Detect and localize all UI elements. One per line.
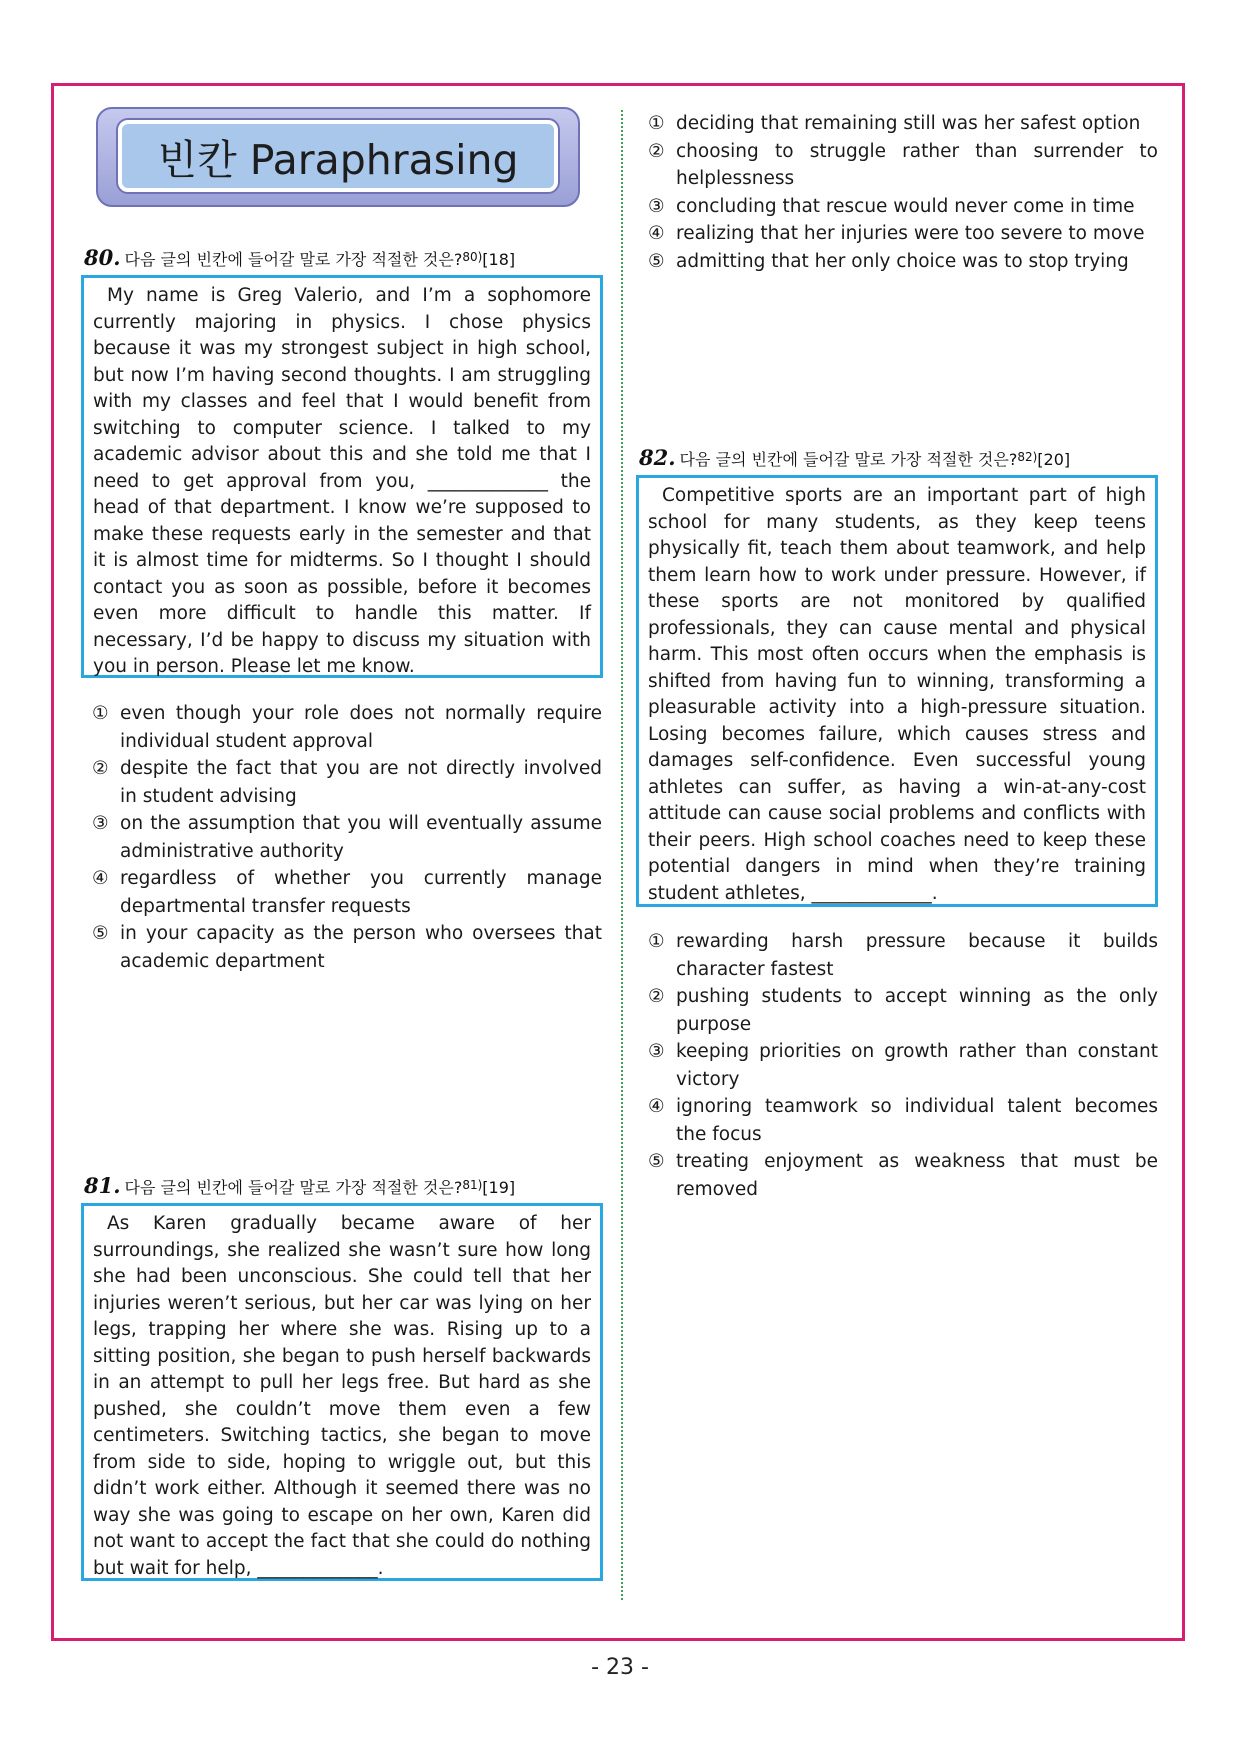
q80-prompt: 다음 글의 빈칸에 들어갈 말로 가장 적절한 것은? [124, 250, 463, 269]
choice-text: despite the fact that you are not directly involved in student advising [120, 758, 602, 807]
q81-choices [648, 110, 1158, 275]
choice-text: on the assumption that you will eventually assume administrative authority [120, 813, 602, 862]
choice-marker: ③ [92, 813, 109, 834]
q80-tag: [18] [482, 250, 516, 269]
choice-text: realizing that her injuries were too severe to move [676, 223, 1145, 244]
choice-text: in your capacity as the person who oversees that academic department [120, 923, 602, 972]
choice-text: deciding that remaining still was her safest option [676, 113, 1141, 134]
q82-choice-2[interactable] [648, 983, 1158, 1038]
choice-marker: ③ [648, 1041, 665, 1062]
choice-text: admitting that her only choice was to stop trying [676, 250, 1129, 272]
q80-choice-2[interactable] [92, 755, 602, 810]
choice-marker: ② [648, 140, 665, 162]
q81-choice-4[interactable] [648, 220, 1158, 248]
section-title-plate [118, 120, 558, 192]
q80-choice-5[interactable] [92, 920, 602, 975]
choice-text: regardless of whether you currently manage departmental transfer requests [120, 868, 602, 917]
q80-header [84, 245, 515, 270]
q80-number: 80. [84, 245, 121, 270]
choice-marker: ① [92, 703, 109, 724]
q82-header [639, 445, 1070, 470]
choice-marker: ⑤ [92, 923, 109, 944]
q82-choice-4[interactable] [648, 1093, 1158, 1148]
choice-text: rewarding harsh pressure because it builds character fastest [676, 931, 1158, 980]
q82-choice-5[interactable] [648, 1148, 1158, 1203]
q80-choice-3[interactable] [92, 810, 602, 865]
choice-marker: ④ [648, 223, 665, 244]
q82-number: 82. [639, 445, 676, 470]
q81-passage: As Karen gradually became aware of her surroundings, she realized she wasn’t sure how long she had been unconscious. She could tell that her injuries weren’t serious, but her car was lying on her legs, trapping her where she was. Rising up to a sitting position, she began to push herself backwards in an attempt to pull her legs free. But hard as she pushed, she couldn’t move them even a few centimeters. Switching tactics, she began to move from side to side, hoping to wriggle out, but this didn’t work either. Although it seemed there was no way she was going to escape on her own, Karen did not want to accept the fact that she could do nothing but wait for help, _____________. [81, 1203, 603, 1581]
q80-choice-1[interactable] [92, 700, 602, 755]
choice-marker: ⑤ [648, 1151, 665, 1172]
column-divider [621, 110, 623, 1600]
choice-text: pushing students to accept winning as the only purpose [676, 986, 1158, 1035]
q81-prompt: 다음 글의 빈칸에 들어갈 말로 가장 적절한 것은? [124, 1178, 463, 1197]
choice-text: ignoring teamwork so individual talent becomes the focus [676, 1096, 1158, 1145]
choice-text: choosing to struggle rather than surrender to helplessness [676, 140, 1158, 189]
q82-ref: 82) [1017, 450, 1038, 464]
choice-marker: ④ [648, 1096, 665, 1117]
q82-choices [648, 928, 1158, 1203]
q80-passage: My name is Greg Valerio, and I’m a sophomore currently majoring in physics. I chose physics because it was my strongest subject in high school, but now I’m having second thoughts. I am struggling with my classes and feel that I would benefit from switching to computer science. I talked to my academic advisor about this and she told me that I need to get approval from you, _____________ the head of that department. I know we’re supposed to make these requests early in the semester and that it is almost time for midterms. So I thought I should contact you as soon as possible, before it becomes even more difficult to handle this matter. If necessary, I’d be happy to discuss my situation with you in person. Please let me know. [81, 275, 603, 678]
q82-choice-1[interactable] [648, 928, 1158, 983]
q81-ref: 81) [462, 1178, 483, 1192]
q82-passage: Competitive sports are an important part of high school for many students, as they keep teens physically fit, teach them about teamwork, and help them learn how to work under pressure. However, if these sports are not monitored by qualified professionals, they can cause mental and physical harm. This most often occurs when the emphasis is shifted from having fun to winning, transforming a pleasurable activity into a high-pressure situation. Losing becomes failure, which causes stress and damages self-confidence. Even successful young athletes can suffer, as having a win-at-any-cost attitude can cause social problems and conflicts with their peers. High school coaches need to keep these potential dangers in mind when they’re training student athletes, _____________. [636, 475, 1158, 907]
choice-text: even though your role does not normally require individual student approval [120, 703, 602, 752]
choice-marker: ① [648, 113, 665, 134]
q82-choice-3[interactable] [648, 1038, 1158, 1093]
choice-marker: ⑤ [648, 250, 665, 272]
q82-prompt: 다음 글의 빈칸에 들어갈 말로 가장 적절한 것은? [679, 450, 1018, 469]
section-title: 빈칸 Paraphrasing [157, 135, 519, 184]
q80-ref: 80) [462, 250, 483, 264]
choice-marker: ② [648, 986, 665, 1007]
q81-header [84, 1173, 515, 1198]
q81-choice-5[interactable] [648, 248, 1158, 276]
choice-text: keeping priorities on growth rather than constant victory [676, 1041, 1158, 1090]
choice-marker: ① [648, 931, 665, 952]
q82-tag: [20] [1037, 450, 1071, 469]
choice-text: treating enjoyment as weakness that must be removed [676, 1151, 1158, 1200]
choice-text: concluding that rescue would never come in time [676, 195, 1135, 217]
q81-number: 81. [84, 1173, 121, 1198]
q81-choice-2[interactable] [648, 138, 1158, 193]
choice-marker: ② [92, 758, 109, 779]
q81-tag: [19] [482, 1178, 516, 1197]
page-number: - 23 - [591, 1655, 649, 1680]
q81-choice-3[interactable] [648, 193, 1158, 221]
choice-marker: ④ [92, 868, 109, 889]
q80-choices [92, 700, 602, 975]
q81-choice-1[interactable] [648, 110, 1158, 138]
choice-marker: ③ [648, 195, 665, 217]
q80-choice-4[interactable] [92, 865, 602, 920]
